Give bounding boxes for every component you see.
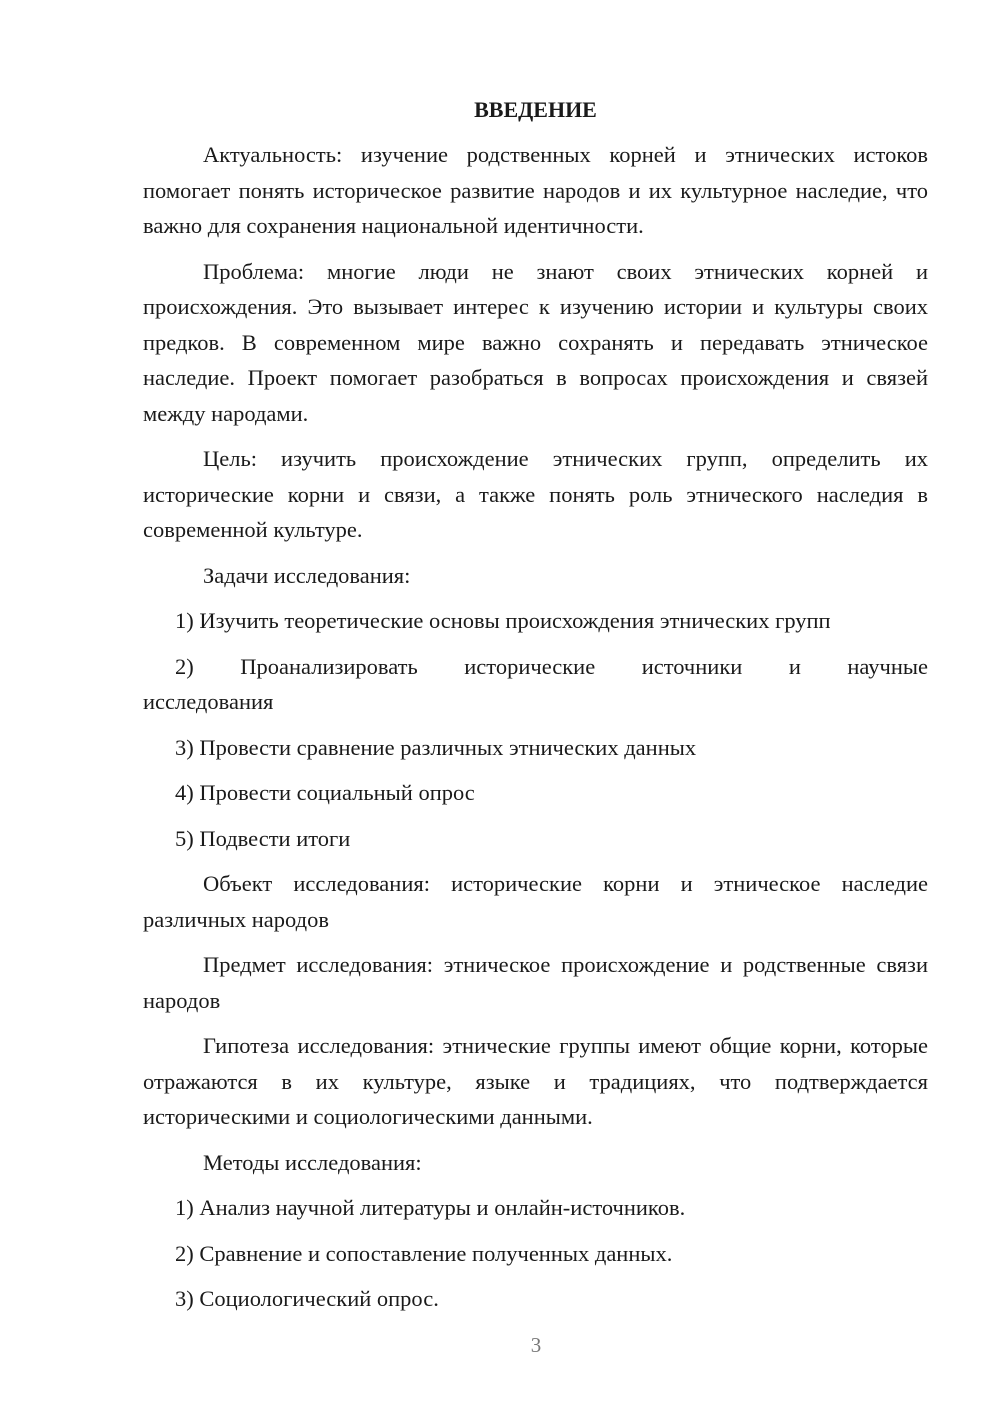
goal-paragraph: Цель: изучить происхождение этнических групп, определить их исторические корни и связи, а также понять роль этнического наследия в современной культуре.	[143, 446, 928, 542]
task-item-1: 1) Изучить теоретические основы происхождения этнических групп	[175, 608, 831, 633]
task-item-3: 3) Провести сравнение различных этнических данных	[175, 734, 697, 760]
task-item-2-tail: исследования	[143, 689, 274, 714]
relevance-paragraph: Актуальность: изучение родственных корней и этнических истоков помогает понять историческое развитие народов и их культурное наследие, что важно для сохранения национальной идентичности.	[143, 142, 928, 238]
document-page	[143, 92, 928, 1327]
problem-paragraph: Проблема: многие люди не знают своих этнических корней и происхождения. Это вызывает интерес к изучению истории и культуры своих предков. В современном мире важно сохранять и передавать этническое наследие. Проект помогает разобраться в вопросах происхождения и связей между народами.	[143, 258, 928, 426]
method-item-1: 1) Анализ научной литературы и онлайн-источников.	[175, 1195, 686, 1220]
page-number: 3	[530, 1333, 542, 1357]
task-item-5: 5) Подвести итоги	[175, 825, 351, 851]
section-title: ВВЕДЕНИЕ	[474, 97, 597, 122]
object-paragraph: Объект исследования: исторические корни и этническое наследие различных народов	[143, 871, 928, 932]
method-item-2: 2) Сравнение и сопоставление полученных данных.	[175, 1240, 673, 1266]
tasks-heading: Задачи исследования:	[203, 562, 411, 588]
methods-heading: Методы исследования:	[203, 1149, 422, 1175]
method-item-3: 3) Социологический опрос.	[175, 1286, 439, 1311]
task-item-2-text: 2) Проанализировать исторические источники и научные	[175, 653, 928, 679]
hypothesis-paragraph: Гипотеза исследования: этнические группы имеют общие корни, которые отражаются в их культуре, языке и традициях, что подтверждается историческими и социологическими данными.	[143, 1033, 928, 1129]
subject-paragraph: Предмет исследования: этническое происхождение и родственные связи народов	[143, 952, 928, 1013]
task-item-4: 4) Провести социальный опрос	[175, 780, 475, 805]
task-item-2	[143, 649, 928, 720]
